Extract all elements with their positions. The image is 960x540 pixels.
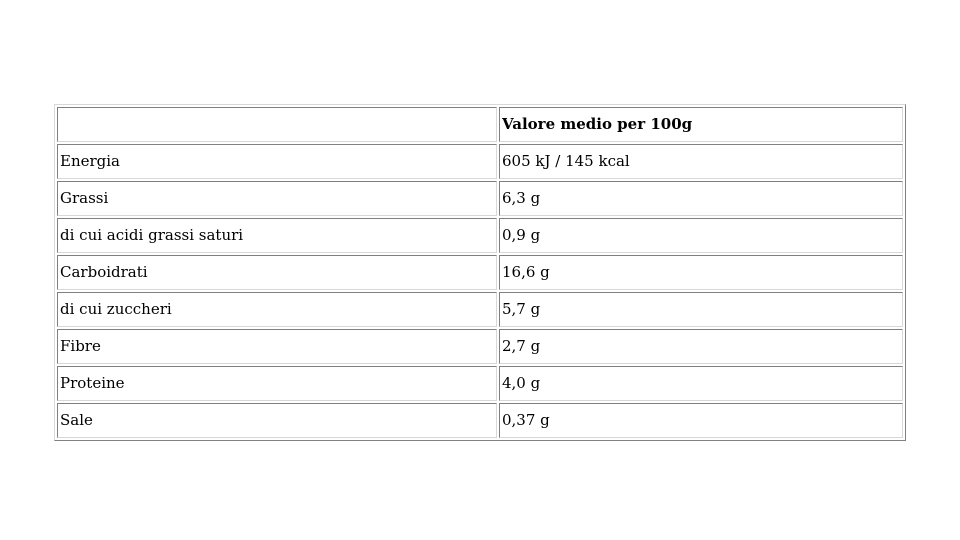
nutrient-value: 2,7 g [499, 329, 903, 364]
nutrition-table [54, 104, 906, 441]
nutrient-value: 6,3 g [499, 181, 903, 216]
nutrient-value: 605 kJ / 145 kcal [499, 144, 903, 179]
table-row [57, 329, 903, 364]
nutrient-label: di cui acidi grassi saturi [57, 218, 497, 253]
table-row [57, 181, 903, 216]
table-row [57, 403, 903, 438]
table-row [57, 292, 903, 327]
nutrient-label: di cui zuccheri [57, 292, 497, 327]
nutrient-label: Proteine [57, 366, 497, 401]
nutrient-value: 4,0 g [499, 366, 903, 401]
nutrient-value: 0,9 g [499, 218, 903, 253]
header-label-cell [57, 107, 497, 142]
nutrient-label: Grassi [57, 181, 497, 216]
nutrient-label: Carboidrati [57, 255, 497, 290]
header-value-cell: Valore medio per 100g [499, 107, 903, 142]
table-header-row [57, 107, 903, 142]
nutrient-label: Sale [57, 403, 497, 438]
table-row [57, 144, 903, 179]
nutrient-value: 0,37 g [499, 403, 903, 438]
table-row [57, 366, 903, 401]
table-row [57, 218, 903, 253]
nutrient-label: Fibre [57, 329, 497, 364]
nutrient-value: 16,6 g [499, 255, 903, 290]
nutrient-value: 5,7 g [499, 292, 903, 327]
nutrient-label: Energia [57, 144, 497, 179]
table-row [57, 255, 903, 290]
